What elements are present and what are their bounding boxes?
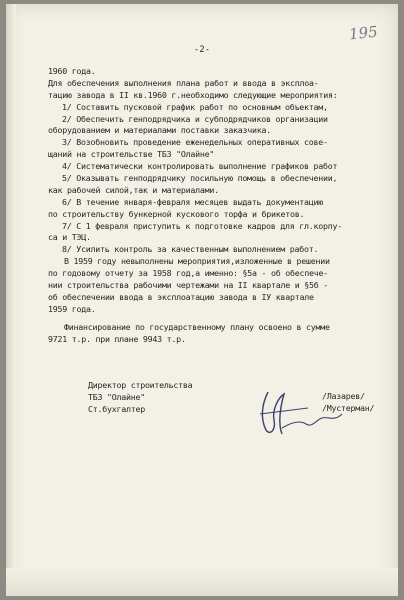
- document-page: [6, 4, 398, 596]
- text-line: 7/ С 1 февраля приступить к подготовке кадров для гл.корпу-: [62, 220, 342, 231]
- text-line: как рабочей силой,так и материалами.: [48, 184, 219, 195]
- text-line: по строительству бункерной кускового торфа и брикетов.: [48, 208, 305, 219]
- page-shadow-edge: [6, 4, 16, 596]
- signatory-titles: [88, 380, 192, 416]
- director-name: /Лазарев/: [322, 391, 365, 401]
- text-line: 3/ Возобновить проведение еженедельных оперативных сове-: [62, 137, 328, 148]
- text-line: оборудованием и материалами поставки заказчика.: [48, 125, 272, 136]
- text-line: 1/ Составить пусковой график работ по основным объектам,: [62, 101, 328, 112]
- page-bottom-edge: [6, 568, 398, 596]
- signature-stroke: [260, 408, 308, 414]
- text-line: Финансирование по государственному плану освоено в сумме: [64, 321, 330, 332]
- director-title: Директор строительства: [88, 380, 193, 390]
- archive-page-number: 195: [348, 22, 379, 44]
- text-line: по годовому отчету за 1958 год,а именно: §5а - об обеспече-: [48, 268, 328, 279]
- accountant-title: Ст.бухгалтер: [88, 403, 145, 414]
- text-line: Для обеспечения выполнения плана работ и ввода в эксплоа-: [48, 77, 319, 88]
- text-line: 5/ Оказывать генподрядчику посильную помощь в обеспечении,: [62, 173, 338, 184]
- text-line: 6/ В течение января-февраля месяцев выдать документацию: [62, 196, 323, 207]
- document-body: [48, 66, 383, 345]
- text-line: 9721 т.р. при плане 9943 т.р.: [48, 333, 186, 344]
- handwritten-signature: [256, 384, 346, 444]
- signature-stroke: [282, 414, 342, 428]
- text-line: об обеспечении ввода в эксплоатацию завода в IУ квартале: [48, 291, 314, 302]
- text-line: щаний на строительстве ТБЗ "Олайне": [48, 149, 215, 160]
- text-line: тацию завода в II кв.1960 г.необходимо следующие мероприятия:: [48, 89, 338, 100]
- text-line: 8/ Усилить контроль за качественным выполнением работ.: [62, 244, 319, 255]
- organization-name: ТБЗ "Олайне": [88, 391, 145, 402]
- text-line: 1959 года.: [48, 303, 96, 314]
- text-line: 2/ Обеспечить генподрядчика и субподрядчиков организации: [62, 113, 328, 124]
- text-line: са и ТЭЦ.: [48, 232, 91, 243]
- text-line: В 1959 году невыполнены мероприятия,изложенные в решении: [64, 256, 330, 267]
- text-line: нии строительства рабочими чертежами на II квартале и §5б -: [48, 280, 328, 291]
- text-line: 1960 года.: [48, 66, 96, 76]
- page-number: -2-: [193, 45, 211, 55]
- accountant-name: /Мустерман/: [322, 403, 375, 413]
- text-line: 4/ Систематически контролировать выполнение графиков работ: [62, 161, 338, 172]
